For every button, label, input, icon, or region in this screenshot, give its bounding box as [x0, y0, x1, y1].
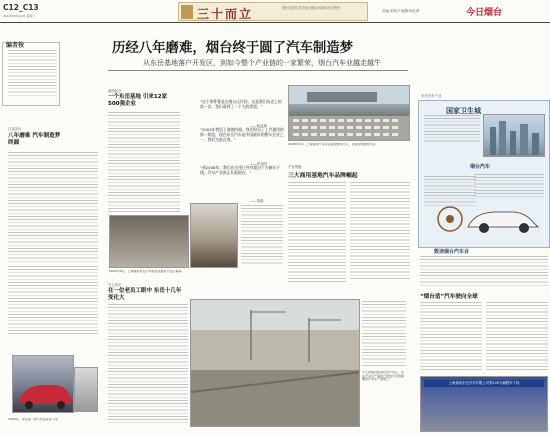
page-number: C12_C13	[3, 3, 39, 12]
col2-body	[108, 112, 180, 212]
right-article-title: “烟台造”汽车驶向全球	[420, 294, 478, 300]
left-article-body	[8, 152, 98, 262]
header-rule	[0, 22, 550, 23]
skyline-illustration	[484, 115, 545, 157]
quote-2: “2002年我回上海的时候，我们经历了上汽通用的第一阶段，现在东岳汽车是中国最好的整车企业之一，我们为此自豪。”	[200, 127, 284, 142]
quote-1: “这个事件算是在烟台运作的，这是我们历史上的第一次，我们看到了一个大的希望。”	[200, 99, 282, 109]
first-car-photo	[12, 355, 74, 413]
worker-photo	[74, 367, 98, 412]
groundbreaking-photo	[109, 215, 189, 268]
construction-site-photo	[190, 299, 360, 427]
col4-title: 三大商用基地汽车品牌崛起	[288, 173, 358, 179]
banner-title: 三十而立	[197, 7, 254, 21]
construction-site-caption: 今天的烟台经济技术开发区，东岳汽车生产基地已经成为全国重要的汽车生产基地之一	[362, 371, 405, 382]
col4-body-right	[350, 182, 410, 280]
car-icon	[428, 199, 544, 239]
col2-title: 一个东岳基地 引来12家500强企业	[108, 94, 168, 107]
left-article-body-continued	[8, 266, 98, 336]
right-article-body-a	[420, 302, 482, 372]
banner-ornament-icon	[181, 5, 193, 19]
first-car-illustration	[13, 356, 74, 413]
col2b-title: 在一位老员工眼中 东岳十几年变化大	[108, 288, 182, 301]
right-intro-text	[420, 256, 548, 286]
infographic-footer: 数读烟台汽车业	[434, 249, 470, 255]
subheadline: 从东岳基地落户开发区，到如今整个产业链的一家繁荣，烟台汽车业越走越牛	[143, 59, 381, 67]
infographic-subheading: 烟台汽车	[470, 164, 491, 170]
site-side-text	[362, 301, 406, 367]
section-banner	[178, 2, 368, 21]
col4-label: 产业集聚	[288, 165, 302, 169]
port-cars-illustration	[289, 86, 410, 141]
editor-note-heading: 编者按	[6, 42, 25, 49]
portrait-bio-text	[241, 205, 283, 265]
page-date: 2010年8月10日 星期二	[3, 14, 36, 18]
col2b-body	[108, 304, 188, 424]
right-section-label: 东岳汽车产业	[421, 94, 442, 98]
infographic-heading: 国家卫生城	[446, 107, 481, 115]
ceremony-banner: 上海通用东岳汽车有限公司第100万辆整车下线	[424, 380, 544, 387]
infographic-text-1	[424, 115, 480, 143]
quote-3-signature: ——刘燕	[250, 199, 264, 203]
construction-site-illustration	[191, 300, 360, 427]
left-article-title: 八年磨难 汽车制造梦终圆	[8, 133, 61, 146]
quote-3: “到2008年，我们在这里已经有超过十万辆车下线，汽车产业真正扎根烟台。”	[200, 165, 280, 175]
col4-body-left	[288, 182, 346, 282]
banner-subtitle: 烟台经济技术开发区建区30周年纪念特刊	[282, 6, 341, 10]
quote-1-signature: ——杨业翠	[250, 124, 267, 128]
quote-2-signature: ——许光明	[250, 162, 267, 166]
city-skyline-photo	[483, 114, 545, 157]
first-car-caption: 1999年，东岳第一台汽车在这里下线	[8, 418, 58, 421]
car-illustration	[428, 199, 544, 239]
port-cars-caption: 2008年6月，上海通用汽车东岳基地整车出口，在烟台港装船外运	[288, 143, 376, 146]
brand-logo: 今日烟台	[466, 8, 503, 18]
headline-rule	[108, 70, 408, 71]
editor-note-text	[8, 50, 56, 96]
port-cars-photo	[288, 85, 410, 141]
main-headline: 历经八年磨难，烟台终于圆了汽车制造梦	[112, 41, 354, 56]
col2b-label: 个人成长	[108, 283, 122, 287]
col2-label: 重磅起点	[108, 89, 122, 93]
right-article-body-b	[486, 302, 548, 372]
groundbreaking-photo-caption: 2002年9月，上海通用东岳汽车项目在烟台开发区奠基	[109, 270, 182, 273]
left-section-label: 口述亲历	[8, 127, 22, 131]
portrait-photo	[190, 203, 238, 268]
infographic-text-3	[474, 174, 544, 198]
editors-line: 责编:宋海宁 编辑:杨业翠	[382, 9, 420, 13]
